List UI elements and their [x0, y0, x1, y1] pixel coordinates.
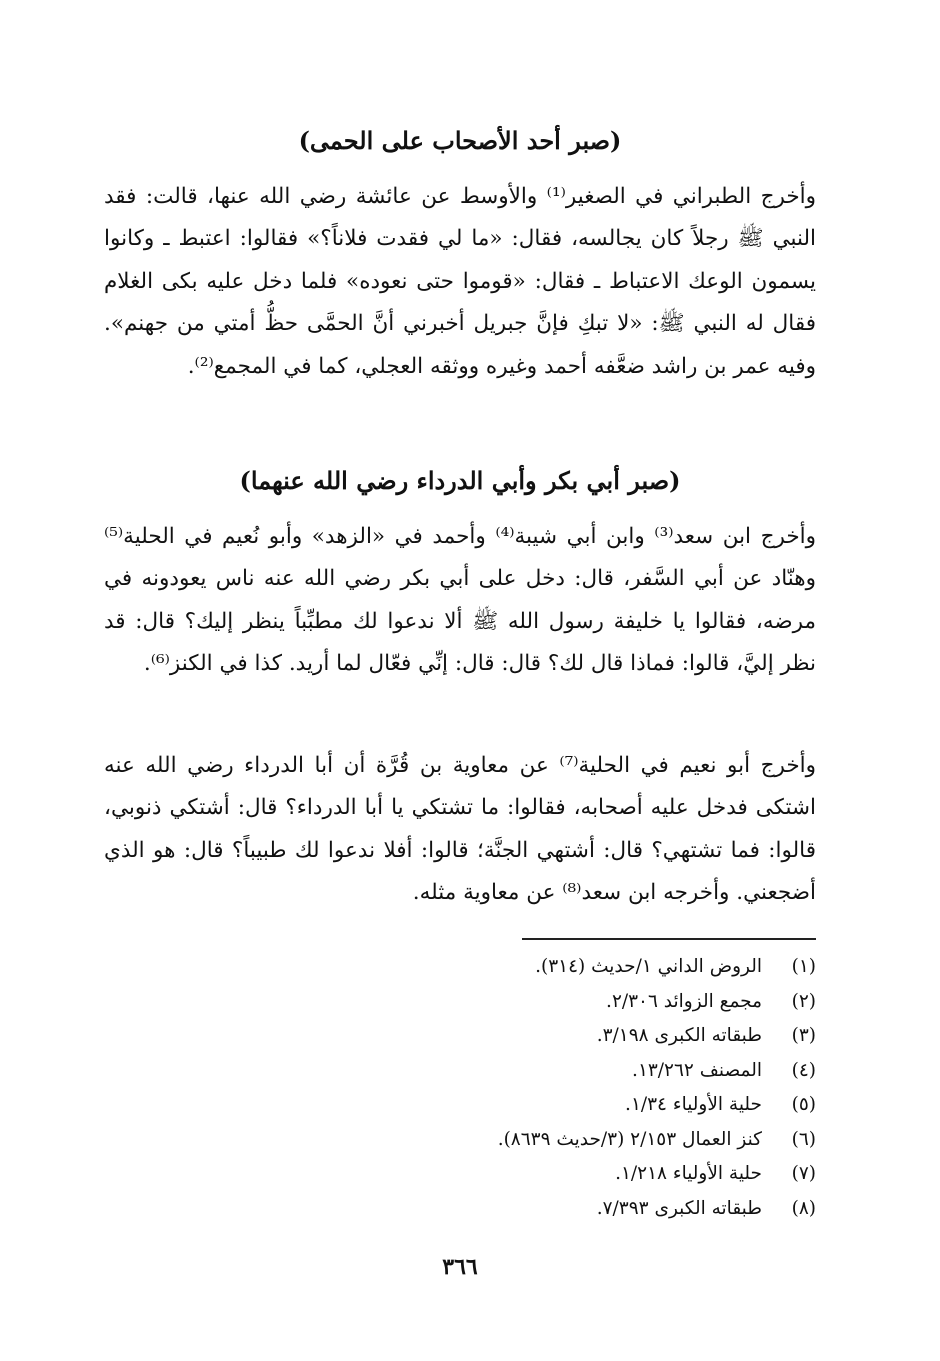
footnote-text: طبقاته الكبرى ٣/١٩٨. [596, 1025, 762, 1046]
footnote-item [104, 1088, 816, 1123]
footnote-number: (٨) [791, 1197, 816, 1219]
page-number: ٣٦٦ [442, 1254, 478, 1280]
section-heading: (صبر أبي بكر وأبي الدرداء رضي الله عنهما) [239, 465, 681, 495]
body-paragraph: وأخرج الطبراني في الصغير⁽¹⁾ والأوسط عن عائشة رضي الله عنها، قالت: فقد النبي ﷺ رجلاً كان يجالسه، فقال: «ما لي فقدت فلاناً؟» فقالوا: اعتبط ـ وكانوا يسمون الوعك الاعتباط ـ فقال: «قوموا حتى نعوده» فلما دخل عليه بكى الغلام فقال له النبي ﷺ: «لا تبكِ فإنَّ جبريل أخبرني أنَّ الحمَّى حظُّ أمتي من جهنم». وفيه عمر بن راشد ضعَّفه أحمد وغيره ووثقه العجلي، كما في المجمع⁽²⁾. [104, 183, 817, 379]
footnote-text: حلية الأولياء ١/٣٤. [625, 1094, 762, 1115]
footnote-number: (٦) [791, 1128, 816, 1150]
footnote-item [104, 1054, 816, 1089]
footnote-number: (٥) [791, 1094, 816, 1115]
footnote-text: مجمع الزوائد ٢/٣٠٦. [606, 990, 762, 1012]
footnote-text: طبقاته الكبرى ٧/٣٩٣. [596, 1197, 762, 1219]
footnote-text: كنز العمال ٢/١٥٣ (٣/حديث ٨٦٣٩). [497, 1128, 762, 1150]
footnote-number: (٢) [791, 990, 816, 1012]
footnote-item [104, 1019, 816, 1054]
footnote-number: (٧) [791, 1163, 816, 1184]
footnote-number: (٣) [791, 1025, 816, 1046]
footnote-text: المصنف ١٣/٢٦٢. [632, 1059, 762, 1081]
footnote-divider [522, 938, 816, 940]
footnote-item [104, 1192, 816, 1227]
footnote-item [104, 1123, 816, 1158]
footnote-item [104, 950, 816, 985]
footnote-item [104, 985, 816, 1020]
footnote-number: (١) [791, 956, 816, 977]
footnote-number: (٤) [791, 1059, 816, 1081]
body-paragraph: وأخرج ابن سعد⁽³⁾ وابن أبي شيبة⁽⁴⁾ وأحمد في «الزهد» وأبو نُعيم في الحلية⁽⁵⁾ وهنّاد عن أبي السَّفر، قال: دخل على أبي بكر رضي الله عنه ناس يعودونه في مرضه، فقالوا يا خليفة رسول الله ﷺ ألا ندعوا لك مطبِّباً ينظر إليك؟ قال: قد نظر إليَّ، قالوا: فماذا قال لك؟ قال: قال: إنِّي فعّال لما أريد. كذا في الكنز⁽⁶⁾. [104, 523, 816, 676]
footnote-text: حلية الأولياء ١/٢١٨. [615, 1163, 762, 1184]
footnote-list [104, 950, 816, 1226]
section-heading: (صبر أحد الأصحاب على الحمى) [298, 125, 622, 155]
footnote-item [104, 1157, 816, 1192]
body-paragraph: وأخرج أبو نعيم في الحلية⁽⁷⁾ عن معاوية بن قُرَّة أن أبا الدرداء رضي الله عنه اشتكى فدخل عليه أصحابه، فقالوا: ما تشتكي يا أبا الدرداء؟ قال: أشتكي ذنوبي، قالوا: فما تشتهي؟ قال: أشتهي الجنَّة؛ قالوا: أفلا ندعوا لك طبيباً؟ قال: هو الذي أضجعني. وأخرجه ابن سعد⁽⁸⁾ عن معاوية مثله. [104, 752, 816, 905]
footnote-text: الروض الداني ١/حديث (٣١٤). [535, 956, 762, 977]
